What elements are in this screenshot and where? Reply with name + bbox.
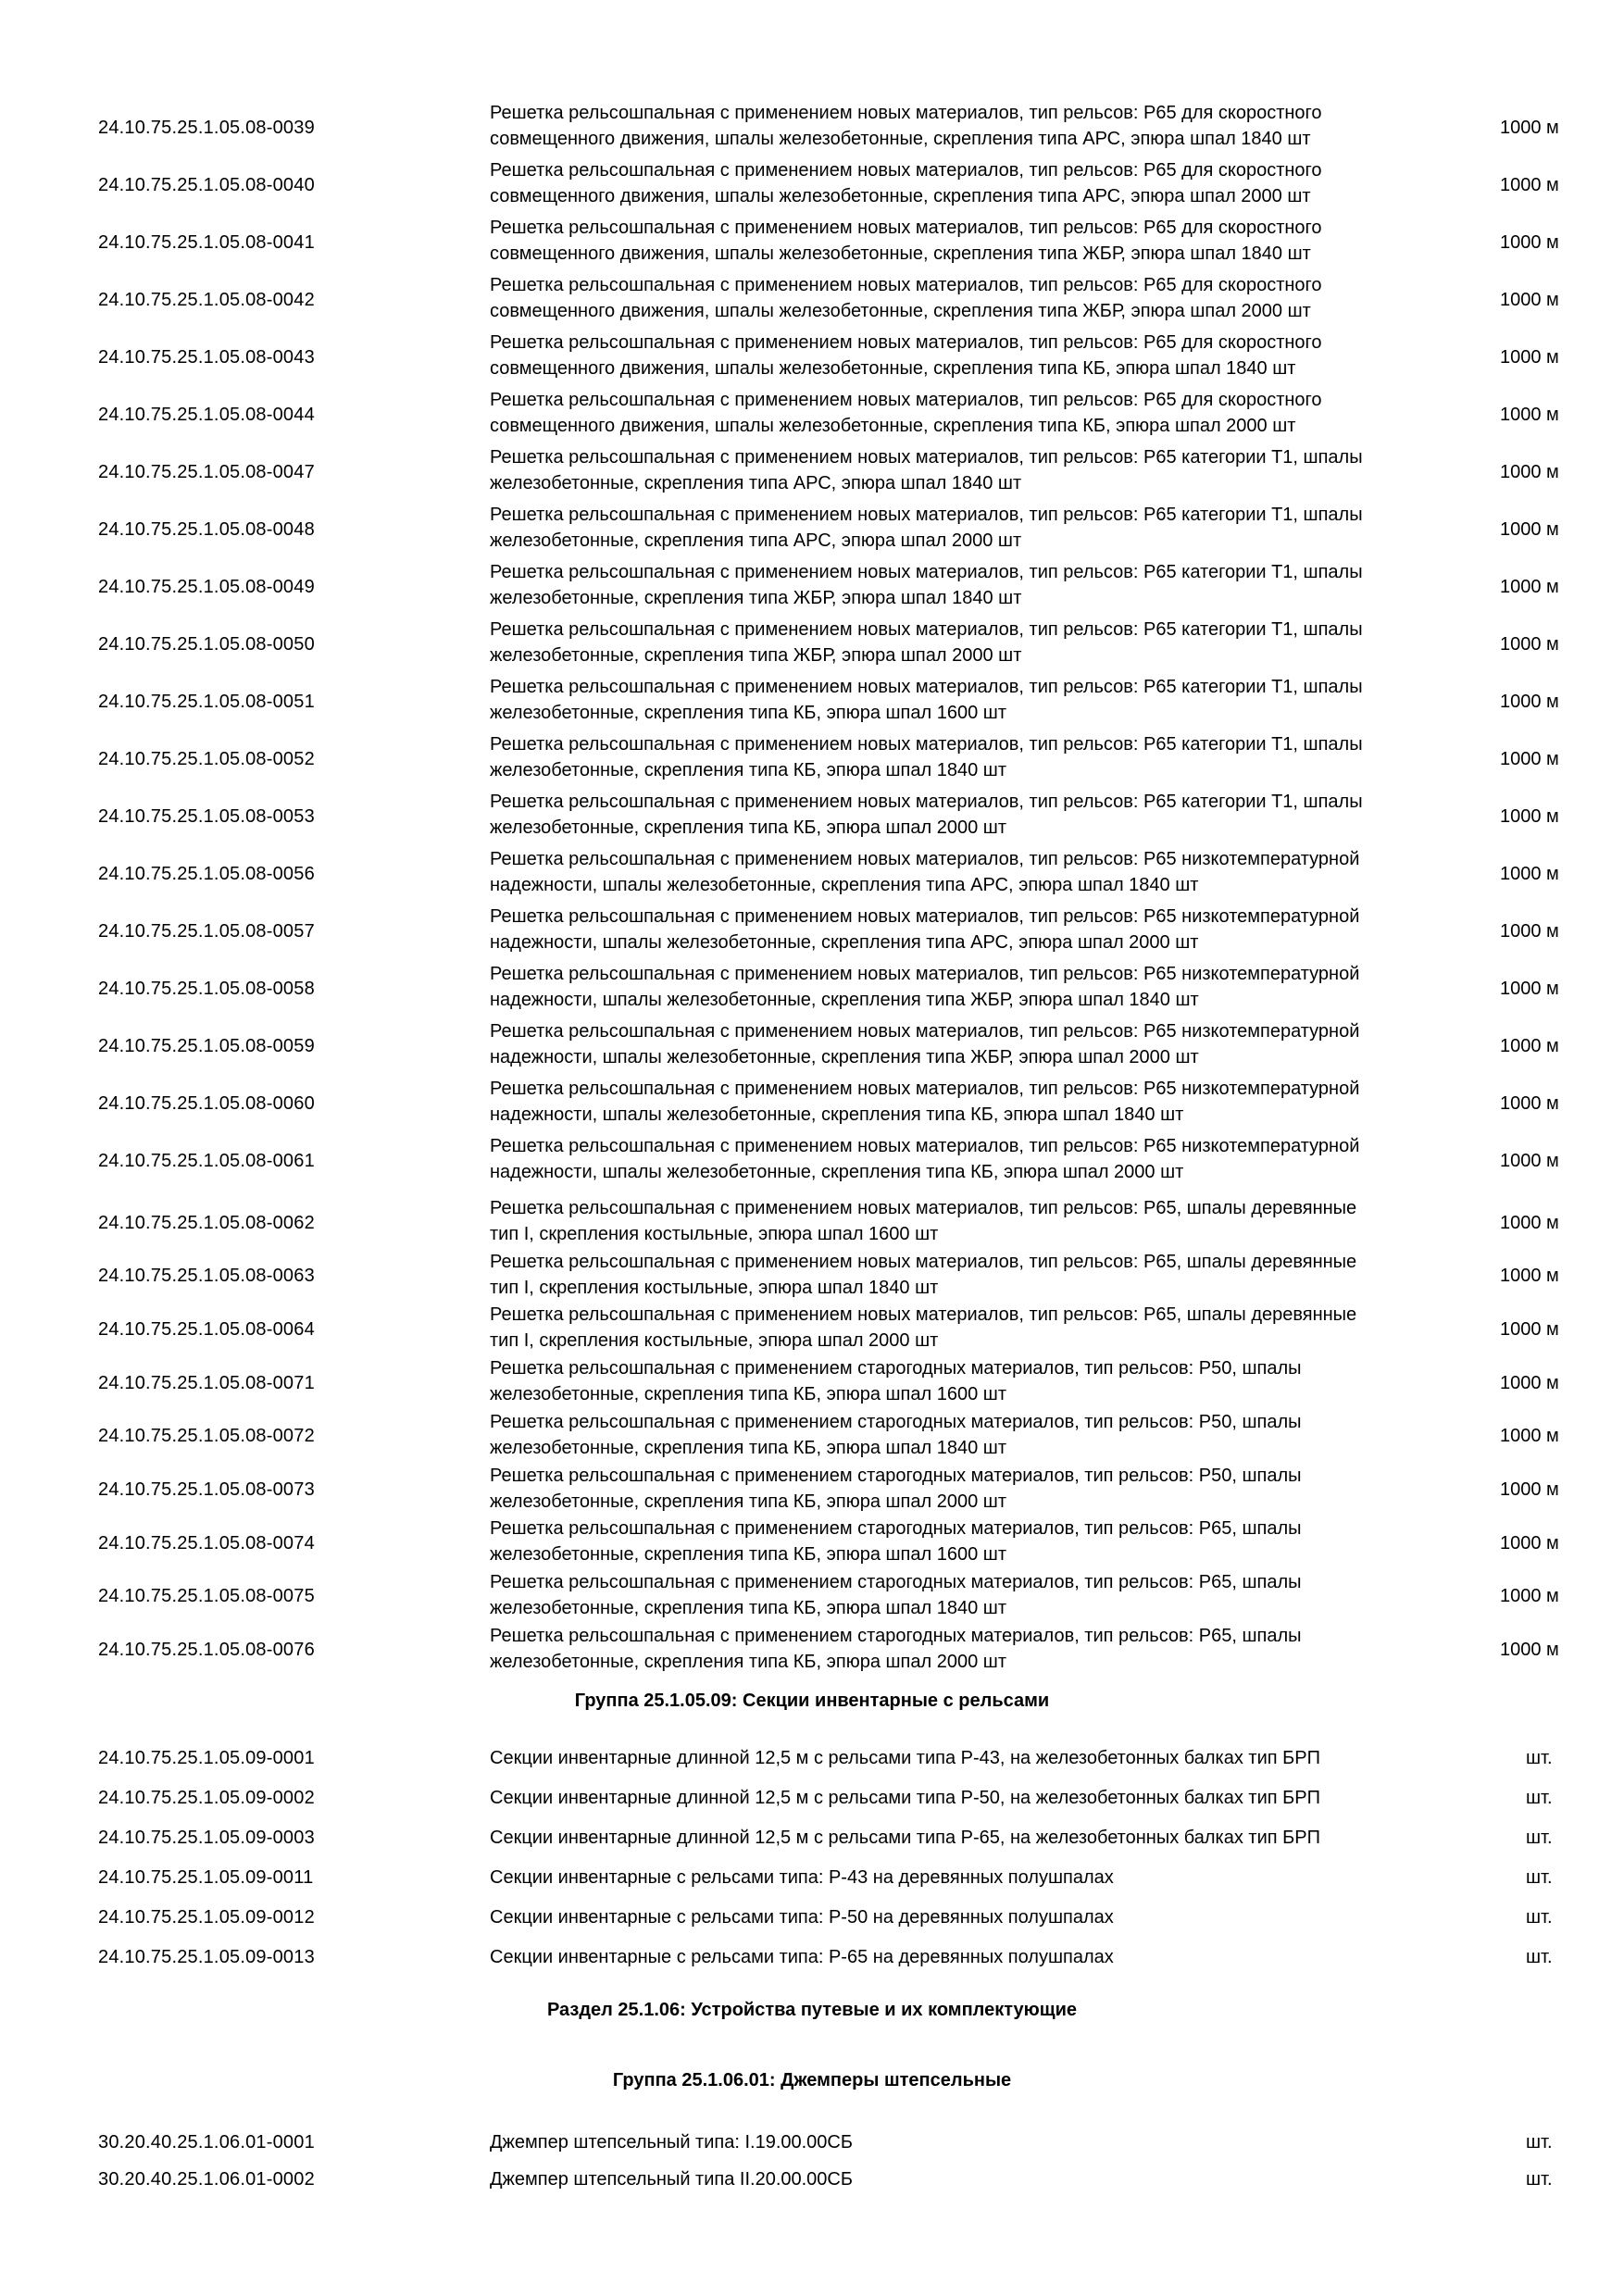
item-unit: 1000 м [1500, 231, 1559, 253]
item-code: 24.10.75.25.1.05.08-0071 [98, 1372, 315, 1393]
item-description [490, 1355, 1434, 1407]
item-unit: 1000 м [1500, 863, 1559, 884]
item-code: 24.10.75.25.1.05.08-0063 [98, 1266, 315, 1287]
item-description-line-2: надежности, шпалы железобетонные, скрепления типа ЖБР, эпюра шпал 2000 шт [490, 1047, 1199, 1067]
item-description: Секции инвентарные длинной 12,5 м с рельсами типа Р-65, на железобетонных балках тип БРП [490, 1827, 1320, 1848]
item-description [490, 846, 1434, 898]
item-code: 24.10.75.25.1.05.08-0061 [98, 1150, 315, 1171]
item-description-line-1: Решетка рельсошпальная с применением старогодных материалов, тип рельсов: Р50, шпалы [490, 1358, 1302, 1379]
table-row [0, 788, 1624, 845]
item-code: 24.10.75.25.1.05.08-0050 [98, 633, 315, 655]
item-code: 24.10.75.25.1.05.08-0042 [98, 289, 315, 310]
item-description-line-2: надежности, шпалы железобетонные, скрепления типа КБ, эпюра шпал 2000 шт [490, 1162, 1184, 1182]
item-unit: 1000 м [1500, 978, 1559, 999]
item-code: 24.10.75.25.1.05.08-0060 [98, 1092, 315, 1114]
item-description-line-2: железобетонные, скрепления типа АРС, эпюра шпал 2000 шт [490, 530, 1022, 551]
table-row [0, 1017, 1624, 1075]
item-description-line-1: Решетка рельсошпальная с применением новых материалов, тип рельсов: Р65 для скоростного [490, 103, 1322, 123]
item-description [490, 1409, 1434, 1461]
item-code: 30.20.40.25.1.06.01-0002 [98, 2168, 315, 2190]
table-row [0, 1622, 1624, 1679]
item-code: 24.10.75.25.1.05.08-0051 [98, 691, 315, 712]
item-code: 24.10.75.25.1.05.09-0011 [98, 1866, 314, 1888]
item-unit: 1000 м [1500, 1426, 1559, 1447]
item-unit: 1000 м [1500, 1479, 1559, 1500]
item-description-line-2: совмещенного движения, шпалы железобетонные, скрепления типа КБ, эпюра шпал 1840 шт [490, 358, 1296, 379]
item-description [490, 1569, 1434, 1621]
item-code: 24.10.75.25.1.05.08-0044 [98, 404, 315, 425]
item-unit: шт. [1526, 1946, 1553, 1967]
table-row [0, 2161, 1624, 2198]
item-description-line-2: тип I, скрепления костыльные, эпюра шпал 2000 шт [490, 1330, 939, 1352]
item-unit: 1000 м [1500, 1150, 1559, 1171]
item-description-line-2: надежности, шпалы железобетонные, скрепления типа ЖБР, эпюра шпал 1840 шт [490, 990, 1199, 1010]
item-description-line-1: Решетка рельсошпальная с применением новых материалов, тип рельсов: Р65 для скоростного [490, 218, 1322, 238]
item-description-line-1: Решетка рельсошпальная с применением новых материалов, тип рельсов: Р65 низкотемпературной [490, 1079, 1360, 1099]
item-description [490, 272, 1434, 324]
item-description: Секции инвентарные длинной 12,5 м с рельсами типа Р-43, на железобетонных балках тип БРП [490, 1747, 1320, 1768]
item-unit: 1000 м [1500, 1266, 1559, 1287]
item-description-line-2: железобетонные, скрепления типа КБ, эпюра шпал 2000 шт [490, 1651, 1006, 1672]
item-description [490, 1623, 1434, 1675]
item-unit: шт. [1526, 1787, 1553, 1808]
item-description-line-2: железобетонные, скрепления типа КБ, эпюра шпал 1840 шт [490, 1437, 1006, 1458]
item-description-line-1: Решетка рельсошпальная с применением новых материалов, тип рельсов: Р65 низкотемпературной [490, 1021, 1360, 1042]
table-row [0, 1075, 1624, 1132]
item-description [490, 1133, 1434, 1185]
item-description-line-2: совмещенного движения, шпалы железобетонные, скрепления типа КБ, эпюра шпал 2000 шт [490, 416, 1296, 436]
item-unit: 1000 м [1500, 920, 1559, 942]
table-row [0, 1301, 1624, 1358]
table-row [0, 903, 1624, 960]
item-description [490, 1195, 1434, 1247]
item-code: 24.10.75.25.1.05.08-0058 [98, 978, 315, 999]
item-description-line-2: железобетонные, скрепления типа АРС, эпюра шпал 1840 шт [490, 473, 1022, 493]
item-unit: 1000 м [1500, 461, 1559, 482]
item-description-line-2: совмещенного движения, шпалы железобетонные, скрепления типа АРС, эпюра шпал 2000 шт [490, 186, 1311, 206]
item-description-line-1: Решетка рельсошпальная с применением новых материалов, тип рельсов: Р65 низкотемпературной [490, 906, 1360, 927]
item-code: 24.10.75.25.1.05.09-0013 [98, 1946, 315, 1967]
table-row [0, 1515, 1624, 1572]
item-code: 30.20.40.25.1.06.01-0001 [98, 2131, 315, 2152]
item-description-line-2: железобетонные, скрепления типа КБ, эпюра шпал 1600 шт [490, 703, 1006, 723]
item-description [490, 904, 1434, 955]
table-row [0, 616, 1624, 673]
item-unit: 1000 м [1500, 404, 1559, 425]
item-code: 24.10.75.25.1.05.08-0040 [98, 174, 315, 195]
item-description: Секции инвентарные с рельсами типа: Р-43 на деревянных полушпалах [490, 1866, 1114, 1888]
item-description-line-1: Решетка рельсошпальная с применением новых материалов, тип рельсов: Р65 категории Т1, шпалы [490, 447, 1363, 468]
table-row [0, 1132, 1624, 1190]
item-code: 24.10.75.25.1.05.08-0072 [98, 1426, 315, 1447]
item-description [490, 330, 1434, 381]
item-code: 24.10.75.25.1.05.08-0062 [98, 1212, 315, 1233]
table-row [0, 1899, 1624, 1936]
item-unit: шт. [1526, 2168, 1553, 2190]
item-description [490, 444, 1434, 496]
item-code: 24.10.75.25.1.05.09-0003 [98, 1827, 315, 1848]
item-code: 24.10.75.25.1.05.08-0053 [98, 805, 315, 827]
item-description [490, 789, 1434, 841]
item-unit: шт. [1526, 1827, 1553, 1848]
item-code: 24.10.75.25.1.05.08-0059 [98, 1035, 315, 1056]
item-description [490, 100, 1434, 152]
item-unit: 1000 м [1500, 633, 1559, 655]
item-code: 24.10.75.25.1.05.08-0041 [98, 231, 315, 253]
item-unit: 1000 м [1500, 1212, 1559, 1233]
item-description-line-1: Решетка рельсошпальная с применением новых материалов, тип рельсов: Р65 категории Т1, шпалы [490, 619, 1363, 640]
item-unit: 1000 м [1500, 576, 1559, 597]
item-description-line-1: Решетка рельсошпальная с применением новых материалов, тип рельсов: Р65, шпалы деревянные [490, 1198, 1357, 1218]
item-description [490, 157, 1434, 209]
item-description-line-1: Решетка рельсошпальная с применением новых материалов, тип рельсов: Р65, шпалы деревянные [490, 1304, 1357, 1326]
item-description-line-1: Решетка рельсошпальная с применением новых материалов, тип рельсов: Р65 категории Т1, шпалы [490, 562, 1363, 582]
item-code: 24.10.75.25.1.05.08-0056 [98, 863, 315, 884]
table-row [0, 1859, 1624, 1896]
table-row [0, 1462, 1624, 1519]
table-row [0, 214, 1624, 271]
item-description-line-1: Решетка рельсошпальная с применением новых материалов, тип рельсов: Р65 для скоростного [490, 275, 1322, 295]
item-description-line-2: железобетонные, скрепления типа КБ, эпюра шпал 1840 шт [490, 760, 1006, 780]
table-row [0, 730, 1624, 788]
item-description: Джемпер штепсельный типа: I.19.00.00СБ [490, 2131, 853, 2152]
item-description [490, 387, 1434, 439]
table-row [0, 329, 1624, 386]
item-description-line-2: железобетонные, скрепления типа КБ, эпюра шпал 2000 шт [490, 817, 1006, 838]
item-description [490, 731, 1434, 783]
item-code: 24.10.75.25.1.05.09-0012 [98, 1906, 315, 1928]
table-row [0, 1779, 1624, 1816]
item-code: 24.10.75.25.1.05.08-0074 [98, 1532, 315, 1554]
item-unit: 1000 м [1500, 1372, 1559, 1393]
item-unit: 1000 м [1500, 1586, 1559, 1607]
table-row [0, 1939, 1624, 1976]
item-description-line-2: тип I, скрепления костыльные, эпюра шпал 1840 шт [490, 1277, 939, 1298]
item-code: 24.10.75.25.1.05.08-0075 [98, 1586, 315, 1607]
item-unit: шт. [1526, 1906, 1553, 1928]
table-row [0, 1248, 1624, 1305]
item-description-line-1: Решетка рельсошпальная с применением новых материалов, тип рельсов: Р65 низкотемпературной [490, 849, 1360, 869]
item-description [490, 1076, 1434, 1128]
item-description: Секции инвентарные с рельсами типа: Р-50 на деревянных полушпалах [490, 1906, 1114, 1928]
item-description-line-2: совмещенного движения, шпалы железобетонные, скрепления типа ЖБР, эпюра шпал 2000 шт [490, 301, 1311, 321]
item-description-line-2: тип I, скрепления костыльные, эпюра шпал 1600 шт [490, 1224, 939, 1244]
item-code: 24.10.75.25.1.05.08-0039 [98, 117, 315, 138]
item-description [490, 617, 1434, 668]
item-description [490, 674, 1434, 726]
table-row [0, 1819, 1624, 1856]
item-description-line-2: совмещенного движения, шпалы железобетонные, скрепления типа АРС, эпюра шпал 1840 шт [490, 129, 1311, 149]
item-unit: 1000 м [1500, 1035, 1559, 1056]
item-description [490, 502, 1434, 554]
item-description-line-2: железобетонные, скрепления типа ЖБР, эпюра шпал 1840 шт [490, 588, 1022, 608]
table-row [0, 1408, 1624, 1466]
item-description [490, 1516, 1434, 1567]
item-description-line-1: Решетка рельсошпальная с применением новых материалов, тип рельсов: Р65 низкотемпературной [490, 964, 1360, 984]
item-description-line-2: совмещенного движения, шпалы железобетонные, скрепления типа ЖБР, эпюра шпал 1840 шт [490, 243, 1311, 264]
table-row [0, 1568, 1624, 1626]
item-description-line-1: Решетка рельсошпальная с применением старогодных материалов, тип рельсов: Р50, шпалы [490, 1411, 1302, 1432]
item-description-line-1: Решетка рельсошпальная с применением новых материалов, тип рельсов: Р65 категории Т1, шпалы [490, 677, 1363, 697]
item-description-line-2: надежности, шпалы железобетонные, скрепления типа КБ, эпюра шпал 1840 шт [490, 1104, 1184, 1125]
item-unit: шт. [1526, 1747, 1553, 1768]
item-code: 24.10.75.25.1.05.08-0064 [98, 1318, 315, 1340]
item-unit: 1000 м [1500, 117, 1559, 138]
item-unit: 1000 м [1500, 1532, 1559, 1554]
table-row [0, 271, 1624, 329]
table-row [0, 99, 1624, 156]
item-unit: шт. [1526, 2131, 1553, 2152]
item-code: 24.10.75.25.1.05.08-0043 [98, 346, 315, 368]
item-description [490, 1249, 1434, 1301]
table-row [0, 845, 1624, 903]
item-description-line-2: железобетонные, скрепления типа КБ, эпюра шпал 1600 шт [490, 1384, 1006, 1405]
item-code: 24.10.75.25.1.05.08-0048 [98, 518, 315, 540]
item-description-line-2: железобетонные, скрепления типа КБ, эпюра шпал 1600 шт [490, 1544, 1006, 1566]
item-unit: шт. [1526, 1866, 1553, 1888]
item-description-line-2: железобетонные, скрепления типа КБ, эпюра шпал 1840 шт [490, 1597, 1006, 1618]
item-unit: 1000 м [1500, 1640, 1559, 1661]
item-description-line-2: надежности, шпалы железобетонные, скрепления типа АРС, эпюра шпал 1840 шт [490, 875, 1199, 895]
item-description-line-1: Решетка рельсошпальная с применением старогодных материалов, тип рельсов: Р65, шпалы [490, 1518, 1302, 1540]
item-unit: 1000 м [1500, 1092, 1559, 1114]
item-unit: 1000 м [1500, 518, 1559, 540]
table-row [0, 960, 1624, 1017]
table-row [0, 156, 1624, 214]
table-row [0, 1740, 1624, 1777]
item-description: Секции инвентарные длинной 12,5 м с рельсами типа Р-50, на железобетонных балках тип БРП [490, 1787, 1320, 1808]
table-row [0, 673, 1624, 730]
group-0601-heading: Группа 25.1.06.01: Джемперы штепсельные [612, 2070, 1012, 2090]
item-unit: 1000 м [1500, 174, 1559, 195]
item-description [490, 1018, 1434, 1070]
table-row [0, 1194, 1624, 1252]
section-0106-heading: Раздел 25.1.06: Устройства путевые и их комплектующие [546, 2000, 1078, 2020]
item-unit: 1000 м [1500, 1318, 1559, 1340]
item-code: 24.10.75.25.1.05.08-0049 [98, 576, 315, 597]
item-description-line-1: Решетка рельсошпальная с применением старогодных материалов, тип рельсов: Р50, шпалы [490, 1465, 1302, 1486]
item-description-line-1: Решетка рельсошпальная с применением новых материалов, тип рельсов: Р65 категории Т1, шпалы [490, 505, 1363, 525]
item-description [490, 559, 1434, 611]
group-0509-heading: Группа 25.1.05.09: Секции инвентарные с рельсами [574, 1691, 1050, 1711]
item-unit: 1000 м [1500, 289, 1559, 310]
item-description-line-1: Решетка рельсошпальная с применением новых материалов, тип рельсов: Р65 для скоростного [490, 390, 1322, 410]
item-unit: 1000 м [1500, 748, 1559, 769]
item-description-line-2: железобетонные, скрепления типа ЖБР, эпюра шпал 2000 шт [490, 645, 1022, 666]
item-description [490, 1302, 1434, 1354]
item-code: 24.10.75.25.1.05.09-0002 [98, 1787, 315, 1808]
item-description [490, 961, 1434, 1013]
table-row [0, 558, 1624, 616]
item-code: 24.10.75.25.1.05.08-0052 [98, 748, 315, 769]
item-description-line-2: надежности, шпалы железобетонные, скрепления типа АРС, эпюра шпал 2000 шт [490, 932, 1199, 953]
item-description [490, 1463, 1434, 1515]
item-description: Секции инвентарные с рельсами типа: Р-65 на деревянных полушпалах [490, 1946, 1114, 1967]
item-unit: 1000 м [1500, 346, 1559, 368]
item-code: 24.10.75.25.1.05.09-0001 [98, 1747, 315, 1768]
table-row [0, 443, 1624, 501]
item-description-line-1: Решетка рельсошпальная с применением старогодных материалов, тип рельсов: Р65, шпалы [490, 1571, 1302, 1592]
item-description: Джемпер штепсельный типа II.20.00.00СБ [490, 2168, 853, 2190]
item-code: 24.10.75.25.1.05.08-0057 [98, 920, 315, 942]
item-description-line-1: Решетка рельсошпальная с применением новых материалов, тип рельсов: Р65, шпалы деревянные [490, 1251, 1357, 1272]
table-row [0, 2124, 1624, 2161]
table-row [0, 386, 1624, 443]
item-description [490, 215, 1434, 267]
item-description-line-1: Решетка рельсошпальная с применением новых материалов, тип рельсов: Р65 низкотемпературной [490, 1136, 1360, 1156]
item-description-line-1: Решетка рельсошпальная с применением новых материалов, тип рельсов: Р65 для скоростного [490, 160, 1322, 181]
item-description-line-2: железобетонные, скрепления типа КБ, эпюра шпал 2000 шт [490, 1491, 1006, 1512]
table-row [0, 501, 1624, 558]
item-code: 24.10.75.25.1.05.08-0076 [98, 1640, 315, 1661]
item-description-line-1: Решетка рельсошпальная с применением новых материалов, тип рельсов: Р65 для скоростного [490, 332, 1322, 353]
table-row [0, 1354, 1624, 1412]
item-description-line-1: Решетка рельсошпальная с применением старогодных материалов, тип рельсов: Р65, шпалы [490, 1625, 1302, 1646]
item-code: 24.10.75.25.1.05.08-0047 [98, 461, 315, 482]
item-description-line-1: Решетка рельсошпальная с применением новых материалов, тип рельсов: Р65 категории Т1, шпалы [490, 734, 1363, 755]
item-code: 24.10.75.25.1.05.08-0073 [98, 1479, 315, 1500]
item-unit: 1000 м [1500, 805, 1559, 827]
item-description-line-1: Решетка рельсошпальная с применением новых материалов, тип рельсов: Р65 категории Т1, шпалы [490, 792, 1363, 812]
item-unit: 1000 м [1500, 691, 1559, 712]
